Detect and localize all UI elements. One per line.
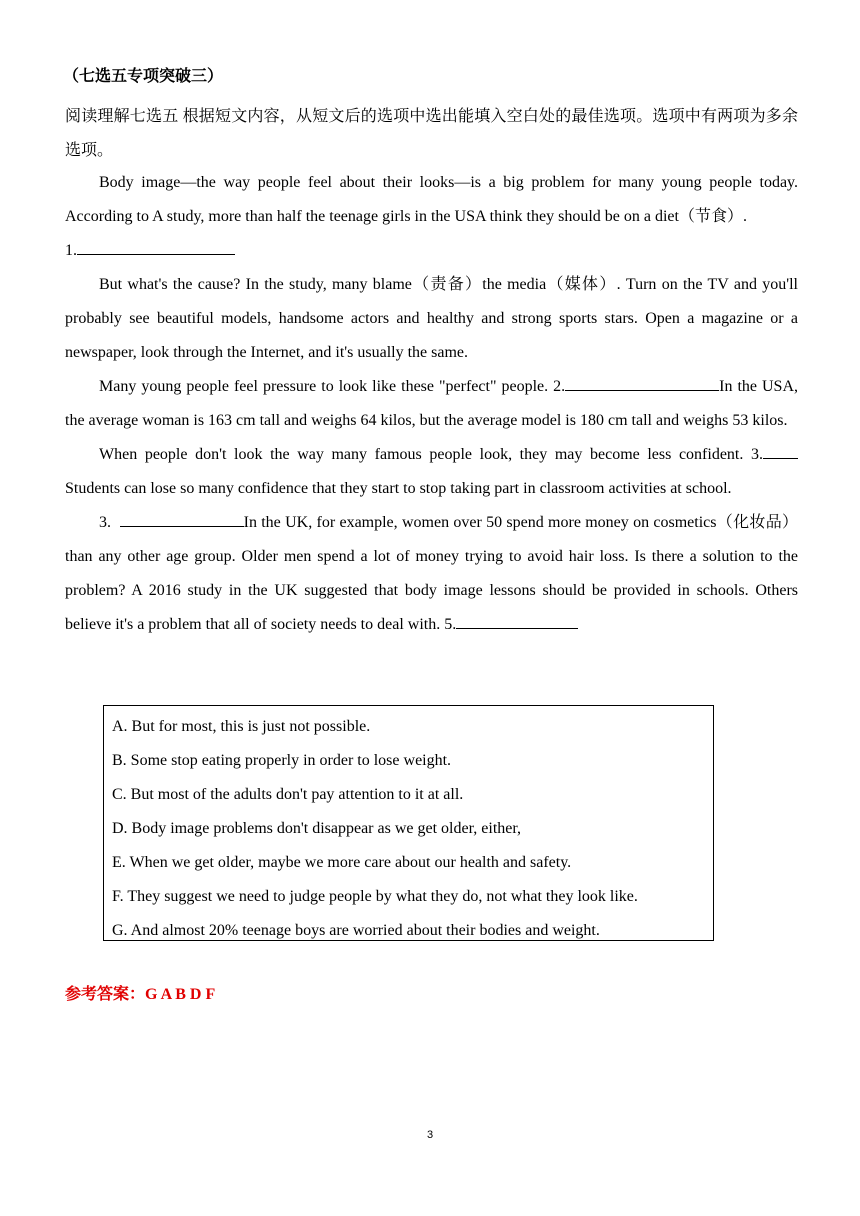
- instructions: 阅读理解七选五 根据短文内容，从短文后的选项中选出能填入空白处的最佳选项。选项中有两项为多余选项。: [65, 108, 798, 159]
- option-a: A. But for most, this is just not possible.: [112, 718, 371, 735]
- paragraph-3-text-b: In the USA, the average woman is 163 cm tall and weighs 64 kilos, but the average model is 180 cm tall and weighs 53 kilos.: [65, 378, 799, 429]
- paragraph-5-text-b: In the UK, for example, women over 50 spend more money on cosmetics（化妆品）than any other age group. Older men spend a lot of money trying to avoid hair loss. Is there a solution to the problem? A 2016 study in the UK suggested that body image lessons should be provided in schools. Others believe it's a problem that all of society needs to deal with. 5.: [65, 514, 798, 633]
- blank-1: [77, 238, 235, 255]
- option-f: F. They suggest we need to judge people by what they do, not what they look like.: [112, 888, 638, 905]
- paragraph-4-text-a: When people don't look the way many famous people look, they may become less confident. 3.: [99, 446, 763, 463]
- option-b: B. Some stop eating properly in order to lose weight.: [112, 752, 452, 769]
- paragraph-4-text-b: Students can lose so many confidence that they start to stop taking part in classroom activities at school.: [65, 480, 732, 497]
- blank-4: [120, 510, 244, 527]
- option-d: D. Body image problems don't disappear as we get older, either,: [112, 820, 522, 837]
- paragraph-3-text-a: Many young people feel pressure to look like these "perfect" people. 2.: [99, 378, 566, 395]
- blank-5: [456, 612, 578, 629]
- option-g: G. And almost 20% teenage boys are worried about their bodies and weight.: [112, 922, 600, 939]
- blank-line-1: [65, 234, 798, 268]
- paragraph-2: [65, 268, 798, 370]
- options-box: [103, 705, 714, 941]
- paragraph-1-text: Body image—the way people feel about their looks—is a big problem for many young people today. According to A study, more than half the teenage girls in the USA think they should be on a diet（节食）.: [65, 174, 798, 225]
- paragraph-5: [65, 506, 798, 642]
- paragraph-1: [65, 166, 798, 234]
- blank-1-number: 1.: [65, 242, 77, 259]
- passage: [65, 166, 798, 642]
- blank-3: [763, 442, 798, 459]
- blank-2: [565, 374, 719, 391]
- paragraph-5-text-a: 3.: [99, 514, 111, 531]
- answer-key: 参考答案：G A B D F: [65, 986, 216, 1003]
- paragraph-3: [65, 370, 798, 438]
- option-c: C. But most of the adults don't pay attention to it at all.: [112, 786, 464, 803]
- option-e: E. When we get older, maybe we more care about our health and safety.: [112, 854, 572, 871]
- paragraph-4: [65, 438, 798, 506]
- section-heading: （七选五专项突破三）: [63, 68, 224, 85]
- paragraph-2-text: But what's the cause? In the study, many blame（责备）the media（媒体）. Turn on the TV and you'll probably see beautiful models, handsome actors and healthy and strong sports stars. Open a magazine or a newspaper, look through the Internet, and it's usually the same.: [65, 276, 798, 361]
- page-number: 3: [426, 1129, 434, 1141]
